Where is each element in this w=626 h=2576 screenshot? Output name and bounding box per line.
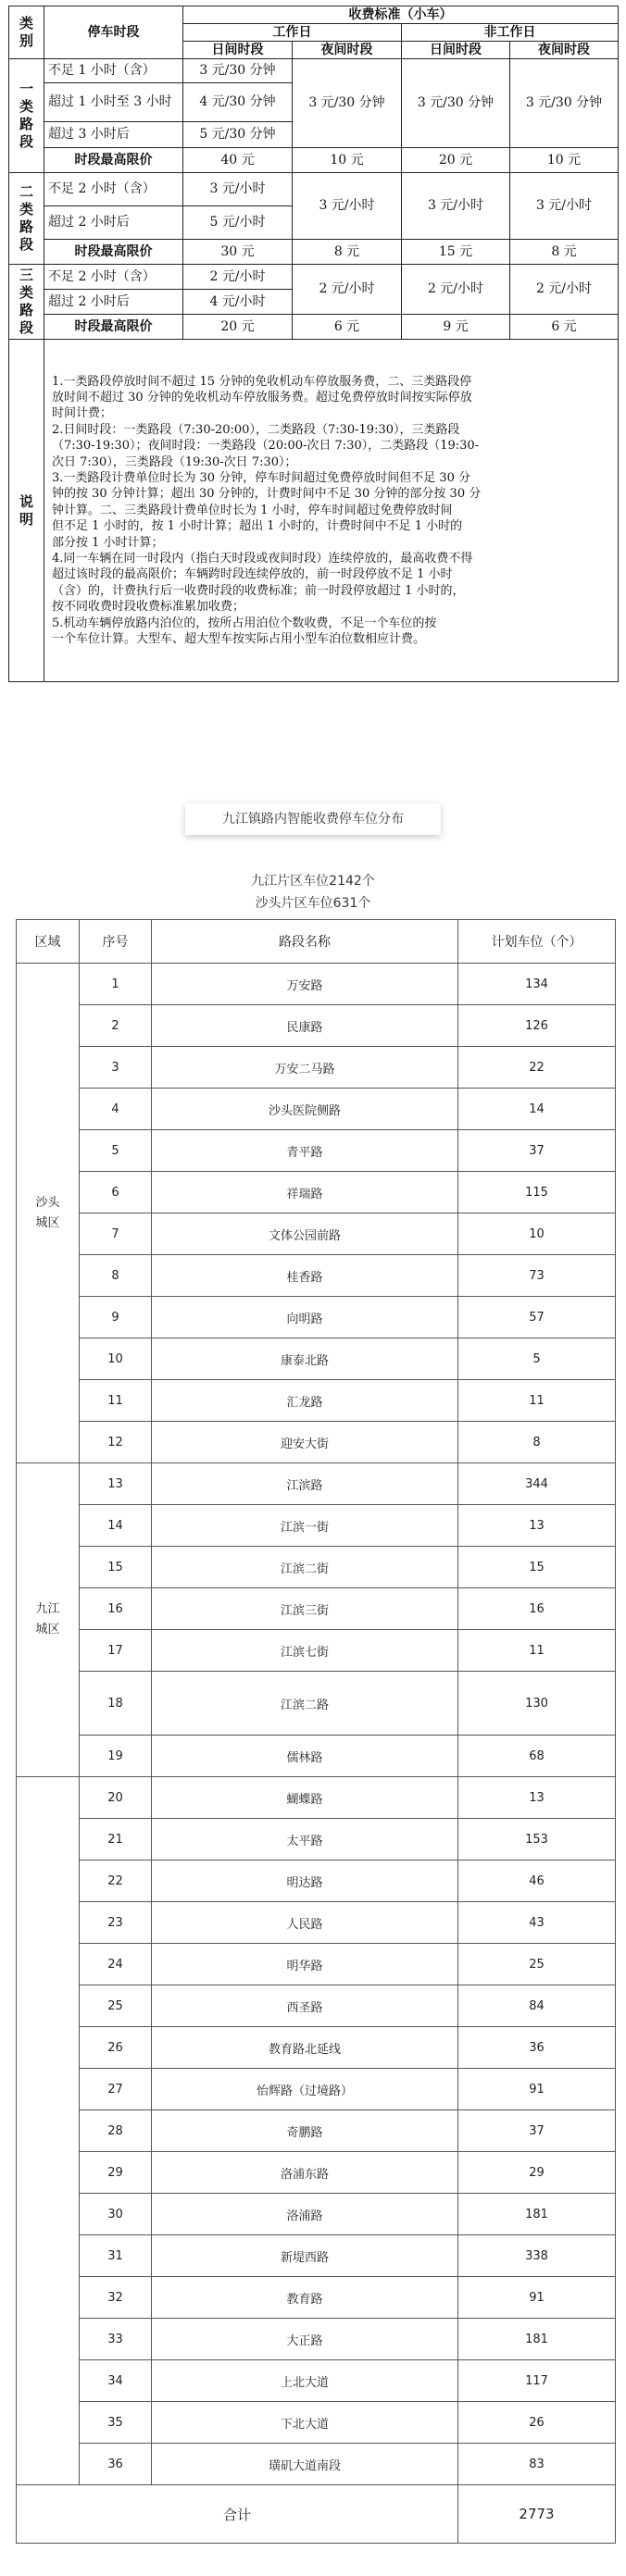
row-number: 1 [80, 964, 152, 1005]
space-count: 43 [458, 1902, 616, 1944]
cat3-day-price: 2 元/小时 [183, 265, 293, 290]
cat3-max-night: 6 元 [293, 315, 402, 340]
road-name: 璜矶大道南段 [152, 2444, 458, 2485]
row-number: 22 [80, 1860, 152, 1902]
table-row [17, 2235, 616, 2277]
space-count: 115 [458, 1172, 616, 1213]
row-number: 32 [80, 2277, 152, 2319]
table-row [17, 1172, 616, 1213]
cat1-period: 不足 1 小时（含） [44, 59, 183, 83]
table-row [17, 2360, 616, 2402]
road-name: 江滨一街 [152, 1505, 458, 1547]
cat2-period: 不足 2 小时（含） [44, 173, 183, 206]
road-name: 西圣路 [152, 1985, 458, 2027]
road-name: 奇鹏路 [152, 2110, 458, 2152]
table-row [17, 1463, 616, 1505]
road-name: 蝴蝶路 [152, 1777, 458, 1819]
row-number: 25 [80, 1985, 152, 2027]
jiujiang-count: 九江片区车位2142个 [251, 874, 375, 889]
table-row [17, 2277, 616, 2319]
road-name: 江滨路 [152, 1463, 458, 1505]
row-number: 14 [80, 1505, 152, 1547]
space-count: 153 [458, 1819, 616, 1860]
total-label: 合计 [17, 2485, 458, 2544]
note-line: 次日 7:30），三类路段（19:30-次日 7:30）； [52, 454, 297, 469]
cat2-day-price: 5 元/小时 [183, 206, 293, 240]
road-name: 明达路 [152, 1860, 458, 1902]
fee-header-nonworkday: 非工作日 [402, 24, 619, 42]
space-count: 14 [458, 1089, 616, 1130]
space-count: 68 [458, 1736, 616, 1777]
space-count: 37 [458, 2110, 616, 2152]
row-number: 18 [80, 1672, 152, 1736]
road-name: 康泰北路 [152, 1338, 458, 1380]
space-count: 16 [458, 1588, 616, 1630]
space-count: 10 [458, 1213, 616, 1255]
cat1-nonworkday-night-price: 3 元/30 分钟 [510, 59, 619, 148]
cat3-period: 超过 2 小时后 [44, 290, 183, 315]
row-number: 10 [80, 1338, 152, 1380]
fee-header-nonworkday-day: 日间时段 [402, 42, 510, 59]
shatou-count: 沙头片区车位631个 [255, 896, 371, 911]
note-line: 超过该时段的最高限价；车辆跨时段连续停放的，前一时段停放不足 1 小时 [52, 567, 453, 582]
table-row [17, 1089, 616, 1130]
road-name: 万安路 [152, 964, 458, 1005]
table-row [17, 1736, 616, 1777]
cat2-max-nonworkday-night: 8 元 [510, 240, 619, 265]
road-name: 下北大道 [152, 2402, 458, 2444]
cat1-night-price: 3 元/30 分钟 [293, 59, 402, 148]
space-count: 134 [458, 964, 616, 1005]
table-row [17, 1213, 616, 1255]
note-line: 钟计算。二、三类路段计费单位时长为 1 小时，停车时间超过免费停放时间 [52, 503, 453, 517]
cat1-day-price: 5 元/30 分钟 [183, 122, 293, 148]
table-row [17, 1860, 616, 1902]
road-name: 迎安大街 [152, 1422, 458, 1463]
table-row [17, 1902, 616, 1944]
row-number: 2 [80, 1005, 152, 1047]
row-number: 19 [80, 1736, 152, 1777]
cat3-max-label: 时段最高限价 [44, 315, 183, 340]
cat1-max-day: 40 元 [183, 148, 293, 173]
road-name: 民康路 [152, 1005, 458, 1047]
table-row [17, 1047, 616, 1089]
space-count: 130 [458, 1672, 616, 1736]
cat3-nonworkday-day-price: 2 元/小时 [402, 265, 510, 315]
cat2-period: 超过 2 小时后 [44, 206, 183, 240]
header-number: 序号 [80, 920, 152, 964]
cat2-nonworkday-day-price: 3 元/小时 [402, 173, 510, 240]
space-count: 57 [458, 1297, 616, 1338]
road-name: 江滨二街 [152, 1547, 458, 1588]
cat1-max-label: 时段最高限价 [44, 148, 183, 173]
note-line: 放时间不超过 30 分钟的免收机动车停放服务费。超过免费停放时间按实际停放 [52, 390, 472, 404]
note-line: 钟的按 30 分钟计算；超出 30 分钟的，计费时间中不足 30 分钟的部分按 30 分 [52, 487, 482, 502]
fee-header-category: 类别 [9, 6, 44, 59]
note-line: （7:30-19:30）；夜间时段：一类路段（20:00-次日 7:30），二类路段（19:30- [52, 439, 480, 454]
space-count: 8 [458, 1422, 616, 1463]
parking-table [16, 919, 616, 2544]
space-count: 29 [458, 2152, 616, 2194]
space-count: 15 [458, 1547, 616, 1588]
cat1-max-nonworkday-day: 20 元 [402, 148, 510, 173]
notes-label: 说 明 [9, 340, 44, 682]
row-number: 33 [80, 2319, 152, 2360]
row-number: 31 [80, 2235, 152, 2277]
row-number: 7 [80, 1213, 152, 1255]
table-header-row [17, 920, 616, 964]
section-subtitle: 九江镇路内智能收费停车位分布 [185, 803, 441, 835]
note-line: 时间计费； [52, 406, 113, 421]
table-row [17, 1422, 616, 1463]
table-row [17, 2027, 616, 2069]
header-road-name: 路段名称 [152, 920, 458, 964]
table-row [17, 1588, 616, 1630]
table-row [17, 1985, 616, 2027]
area-shatou: 沙头 城区 [17, 964, 80, 1463]
cat3-period: 不足 2 小时（含） [44, 265, 183, 290]
row-number: 23 [80, 1902, 152, 1944]
row-number: 8 [80, 1255, 152, 1297]
road-name: 向明路 [152, 1297, 458, 1338]
space-count: 181 [458, 2319, 616, 2360]
road-name: 洛浦东路 [152, 2152, 458, 2194]
table-row [17, 1380, 616, 1422]
table-row [17, 1630, 616, 1672]
row-number: 9 [80, 1297, 152, 1338]
note-line: （含）的，计费执行后一收费时段的收费标准；前一时段停放超过 1 小时的， [52, 583, 465, 598]
category-2-label: 二 类 路 段 [9, 173, 44, 265]
cat2-day-price: 3 元/小时 [183, 173, 293, 206]
cat1-day-price: 4 元/30 分钟 [183, 83, 293, 122]
category-1-label: 一 类 路 段 [9, 59, 44, 173]
space-count: 117 [458, 2360, 616, 2402]
fee-standard-section [8, 6, 618, 682]
road-name: 江滨二路 [152, 1672, 458, 1736]
table-row [17, 2444, 616, 2485]
table-row [17, 1547, 616, 1588]
road-name: 江滨三街 [152, 1588, 458, 1630]
row-number: 36 [80, 2444, 152, 2485]
space-count: 91 [458, 2277, 616, 2319]
cat2-nonworkday-night-price: 3 元/小时 [510, 173, 619, 240]
fee-standard-table [8, 6, 619, 682]
row-number: 20 [80, 1777, 152, 1819]
road-name: 大正路 [152, 2319, 458, 2360]
fee-header-workday-day: 日间时段 [183, 42, 293, 59]
cat2-night-price: 3 元/小时 [293, 173, 402, 240]
table-row [17, 1944, 616, 1985]
fee-header-nonworkday-night: 夜间时段 [510, 42, 619, 59]
space-count: 181 [458, 2194, 616, 2235]
space-count: 73 [458, 1255, 616, 1297]
note-line: 2.日间时段：一类路段（7:30-20:00），二类路段（7:30-19:30），三类路段 [52, 422, 460, 437]
cat1-day-price: 3 元/30 分钟 [183, 59, 293, 83]
table-row [17, 1005, 616, 1047]
row-number: 3 [80, 1047, 152, 1089]
note-line: 但不足 1 小时的，按 1 小时计算；超出 1 小时的，计费时间中不足 1 小时的 [52, 519, 463, 534]
fee-header-period: 停车时段 [44, 6, 183, 59]
note-line: 按不同收费时段收费标准累加收费； [52, 600, 245, 615]
road-name: 祥瑞路 [152, 1172, 458, 1213]
table-row [17, 2069, 616, 2110]
total-row [17, 2485, 616, 2544]
header-planned-spaces: 计划车位（个） [458, 920, 616, 964]
space-count: 91 [458, 2069, 616, 2110]
note-line: 5.机动车辆停放路内泊位的，按所占用泊位个数收费，不足一个车位的按 [52, 616, 437, 630]
fee-header-workday: 工作日 [183, 24, 402, 42]
note-line: 部分按 1 小时计算； [52, 535, 164, 550]
row-number: 6 [80, 1172, 152, 1213]
table-row [17, 1130, 616, 1172]
row-number: 35 [80, 2402, 152, 2444]
road-name: 太平路 [152, 1819, 458, 1860]
road-name: 青平路 [152, 1130, 458, 1172]
space-count: 5 [458, 1338, 616, 1380]
notes-content [44, 340, 619, 682]
table-row [17, 2110, 616, 2152]
row-number: 5 [80, 1130, 152, 1172]
row-number: 4 [80, 1089, 152, 1130]
cat3-max-nonworkday-night: 6 元 [510, 315, 619, 340]
table-row [17, 1819, 616, 1860]
row-number: 26 [80, 2027, 152, 2069]
road-name: 教育路 [152, 2277, 458, 2319]
fee-header-workday-night: 夜间时段 [293, 42, 402, 59]
row-number: 29 [80, 2152, 152, 2194]
row-number: 24 [80, 1944, 152, 1985]
space-count: 84 [458, 1985, 616, 2027]
row-number: 27 [80, 2069, 152, 2110]
table-row [17, 964, 616, 1005]
row-number: 16 [80, 1588, 152, 1630]
table-row [17, 1672, 616, 1736]
cat3-max-day: 20 元 [183, 315, 293, 340]
row-number: 28 [80, 2110, 152, 2152]
note-line: 3.一类路段计费单位时长为 30 分钟，停车时间超过免费停放时间但不足 30 分 [52, 470, 471, 485]
cat2-max-day: 30 元 [183, 240, 293, 265]
cat3-day-price: 4 元/小时 [183, 290, 293, 315]
space-count: 83 [458, 2444, 616, 2485]
space-count: 344 [458, 1463, 616, 1505]
cat3-night-price: 2 元/小时 [293, 265, 402, 315]
row-number: 13 [80, 1463, 152, 1505]
cat1-period: 超过 1 小时至 3 小时 [44, 83, 183, 122]
cat3-nonworkday-night-price: 2 元/小时 [510, 265, 619, 315]
road-name: 江滨七街 [152, 1630, 458, 1672]
road-name: 明华路 [152, 1944, 458, 1985]
space-count: 37 [458, 1130, 616, 1172]
note-line: 一个车位计算。大型车、超大型车按实际占用小型车泊位数相应计费。 [52, 632, 426, 647]
table-row [17, 1777, 616, 1819]
space-count: 46 [458, 1860, 616, 1902]
space-count: 13 [458, 1505, 616, 1547]
space-count: 36 [458, 2027, 616, 2069]
cat3-max-nonworkday-day: 9 元 [402, 315, 510, 340]
table-row [17, 1297, 616, 1338]
header-area: 区域 [17, 920, 80, 964]
space-count: 11 [458, 1380, 616, 1422]
road-name: 儒林路 [152, 1736, 458, 1777]
fee-header-standard: 收费标准（小车） [183, 6, 619, 24]
road-name: 万安二马路 [152, 1047, 458, 1089]
cat1-max-nonworkday-night: 10 元 [510, 148, 619, 173]
cat1-nonworkday-day-price: 3 元/30 分钟 [402, 59, 510, 148]
row-number: 12 [80, 1422, 152, 1463]
space-count: 13 [458, 1777, 616, 1819]
row-number: 11 [80, 1380, 152, 1422]
road-name: 沙头医院侧路 [152, 1089, 458, 1130]
road-name: 人民路 [152, 1902, 458, 1944]
space-count: 22 [458, 1047, 616, 1089]
table-row [17, 1338, 616, 1380]
category-3-label: 三 类 路 段 [9, 265, 44, 340]
cat2-max-label: 时段最高限价 [44, 240, 183, 265]
cat2-max-night: 8 元 [293, 240, 402, 265]
row-number: 17 [80, 1630, 152, 1672]
road-name: 汇龙路 [152, 1380, 458, 1422]
parking-section [16, 919, 615, 2544]
table-row [17, 2402, 616, 2444]
road-name: 新堤西路 [152, 2235, 458, 2277]
road-name: 上北大道 [152, 2360, 458, 2402]
area-jiujiang: 九江 城区 [17, 1463, 80, 1777]
space-count: 26 [458, 2402, 616, 2444]
space-count: 126 [458, 1005, 616, 1047]
total-value: 2773 [458, 2485, 616, 2544]
table-row [17, 2194, 616, 2235]
space-count: 25 [458, 1944, 616, 1985]
cat2-max-nonworkday-day: 15 元 [402, 240, 510, 265]
area-blank [17, 1777, 80, 2485]
cat1-period: 超过 3 小时后 [44, 122, 183, 148]
note-line: 1.一类路段停放时间不超过 15 分钟的免收机动车停放服务费，二、三类路段停 [52, 374, 472, 389]
table-row [17, 1255, 616, 1297]
table-row [17, 2152, 616, 2194]
row-number: 30 [80, 2194, 152, 2235]
row-number: 21 [80, 1819, 152, 1860]
road-name: 教育路北延线 [152, 2027, 458, 2069]
road-name: 洛浦路 [152, 2194, 458, 2235]
note-line: 4.同一车辆在同一时段内（指白天时段或夜间时段）连续停放的，最高收费不得 [52, 552, 473, 566]
cat1-max-night: 10 元 [293, 148, 402, 173]
table-row [17, 1505, 616, 1547]
table-row [17, 2319, 616, 2360]
row-number: 15 [80, 1547, 152, 1588]
road-name: 怡辉路（过境路） [152, 2069, 458, 2110]
row-number: 34 [80, 2360, 152, 2402]
road-name: 文体公园前路 [152, 1213, 458, 1255]
road-name: 桂香路 [152, 1255, 458, 1297]
space-count: 338 [458, 2235, 616, 2277]
space-count: 11 [458, 1630, 616, 1672]
